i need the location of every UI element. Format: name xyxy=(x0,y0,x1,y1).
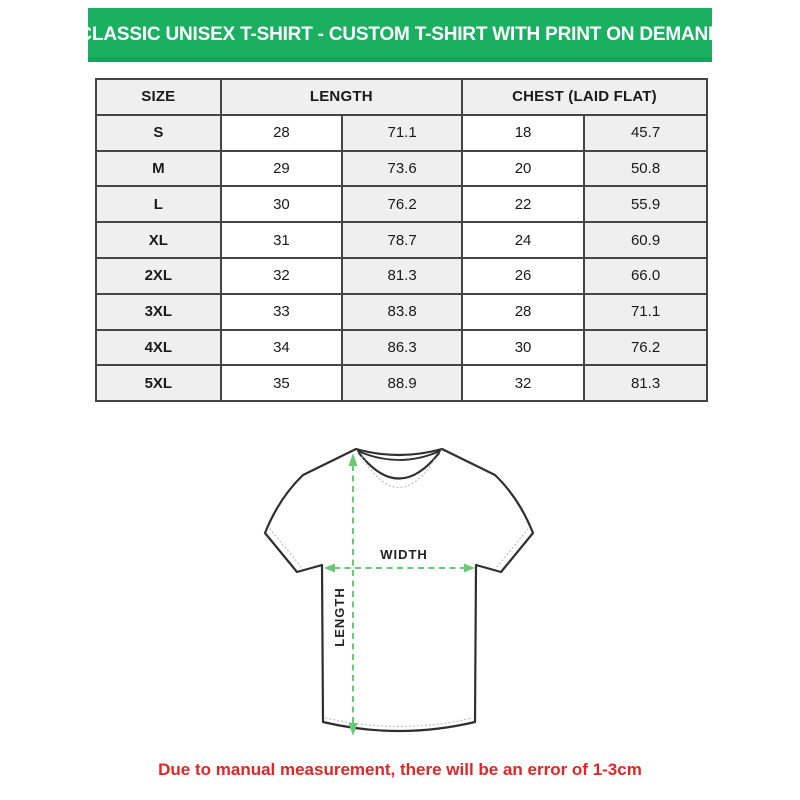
size-cell: 5XL xyxy=(96,365,221,401)
chest-in-cell: 30 xyxy=(462,330,584,366)
size-table xyxy=(95,78,708,402)
chest-in-cell: 18 xyxy=(462,115,584,151)
size-cell: L xyxy=(96,186,221,222)
chest-cm-cell: 76.2 xyxy=(584,330,707,366)
chest-cm-cell: 55.9 xyxy=(584,186,707,222)
table-row-4xl xyxy=(96,330,707,366)
size-cell: S xyxy=(96,115,221,151)
size-cell: M xyxy=(96,151,221,187)
col-header-length: LENGTH xyxy=(221,79,462,115)
chest-in-cell: 28 xyxy=(462,294,584,330)
chest-cm-cell: 45.7 xyxy=(584,115,707,151)
size-cell: 4XL xyxy=(96,330,221,366)
length-cm-cell: 78.7 xyxy=(342,222,462,258)
chest-in-cell: 22 xyxy=(462,186,584,222)
chest-cm-cell: 60.9 xyxy=(584,222,707,258)
chest-in-cell: 32 xyxy=(462,365,584,401)
size-cell: XL xyxy=(96,222,221,258)
table-header-row xyxy=(96,79,707,115)
length-in-cell: 35 xyxy=(221,365,343,401)
length-in-cell: 28 xyxy=(221,115,343,151)
length-in-cell: 34 xyxy=(221,330,343,366)
table-row-l xyxy=(96,186,707,222)
measurement-disclaimer: Due to manual measurement, there will be an error of 1-3cm xyxy=(158,760,642,779)
col-header-chest: CHEST (LAID FLAT) xyxy=(462,79,707,115)
size-cell: 2XL xyxy=(96,258,221,294)
tshirt-outline-icon xyxy=(265,449,533,731)
table-row-m xyxy=(96,151,707,187)
chest-in-cell: 24 xyxy=(462,222,584,258)
length-in-cell: 30 xyxy=(221,186,343,222)
size-cell: 3XL xyxy=(96,294,221,330)
chest-cm-cell: 66.0 xyxy=(584,258,707,294)
table-row-xl xyxy=(96,222,707,258)
length-cm-cell: 71.1 xyxy=(342,115,462,151)
length-cm-cell: 81.3 xyxy=(342,258,462,294)
table-row-5xl xyxy=(96,365,707,401)
chest-cm-cell: 50.8 xyxy=(584,151,707,187)
col-header-size: SIZE xyxy=(96,79,221,115)
title-banner xyxy=(78,8,722,62)
length-in-cell: 29 xyxy=(221,151,343,187)
length-cm-cell: 73.6 xyxy=(342,151,462,187)
length-label: LENGTH xyxy=(332,587,347,647)
length-in-cell: 33 xyxy=(221,294,343,330)
chest-cm-cell: 81.3 xyxy=(584,365,707,401)
length-cm-cell: 83.8 xyxy=(342,294,462,330)
length-in-cell: 32 xyxy=(221,258,343,294)
width-label: WIDTH xyxy=(380,547,428,562)
tshirt-measurement-diagram xyxy=(253,438,547,750)
length-cm-cell: 76.2 xyxy=(342,186,462,222)
table-row-s xyxy=(96,115,707,151)
chest-in-cell: 20 xyxy=(462,151,584,187)
chest-cm-cell: 71.1 xyxy=(584,294,707,330)
chest-in-cell: 26 xyxy=(462,258,584,294)
table-row-3xl xyxy=(96,294,707,330)
table-row-2xl xyxy=(96,258,707,294)
page-title: CLASSIC UNISEX T-SHIRT - CUSTOM T-SHIRT WITH PRINT ON DEMAND xyxy=(78,24,722,45)
tshirt-diagram-svg xyxy=(253,438,547,750)
length-cm-cell: 86.3 xyxy=(342,330,462,366)
length-in-cell: 31 xyxy=(221,222,343,258)
length-cm-cell: 88.9 xyxy=(342,365,462,401)
